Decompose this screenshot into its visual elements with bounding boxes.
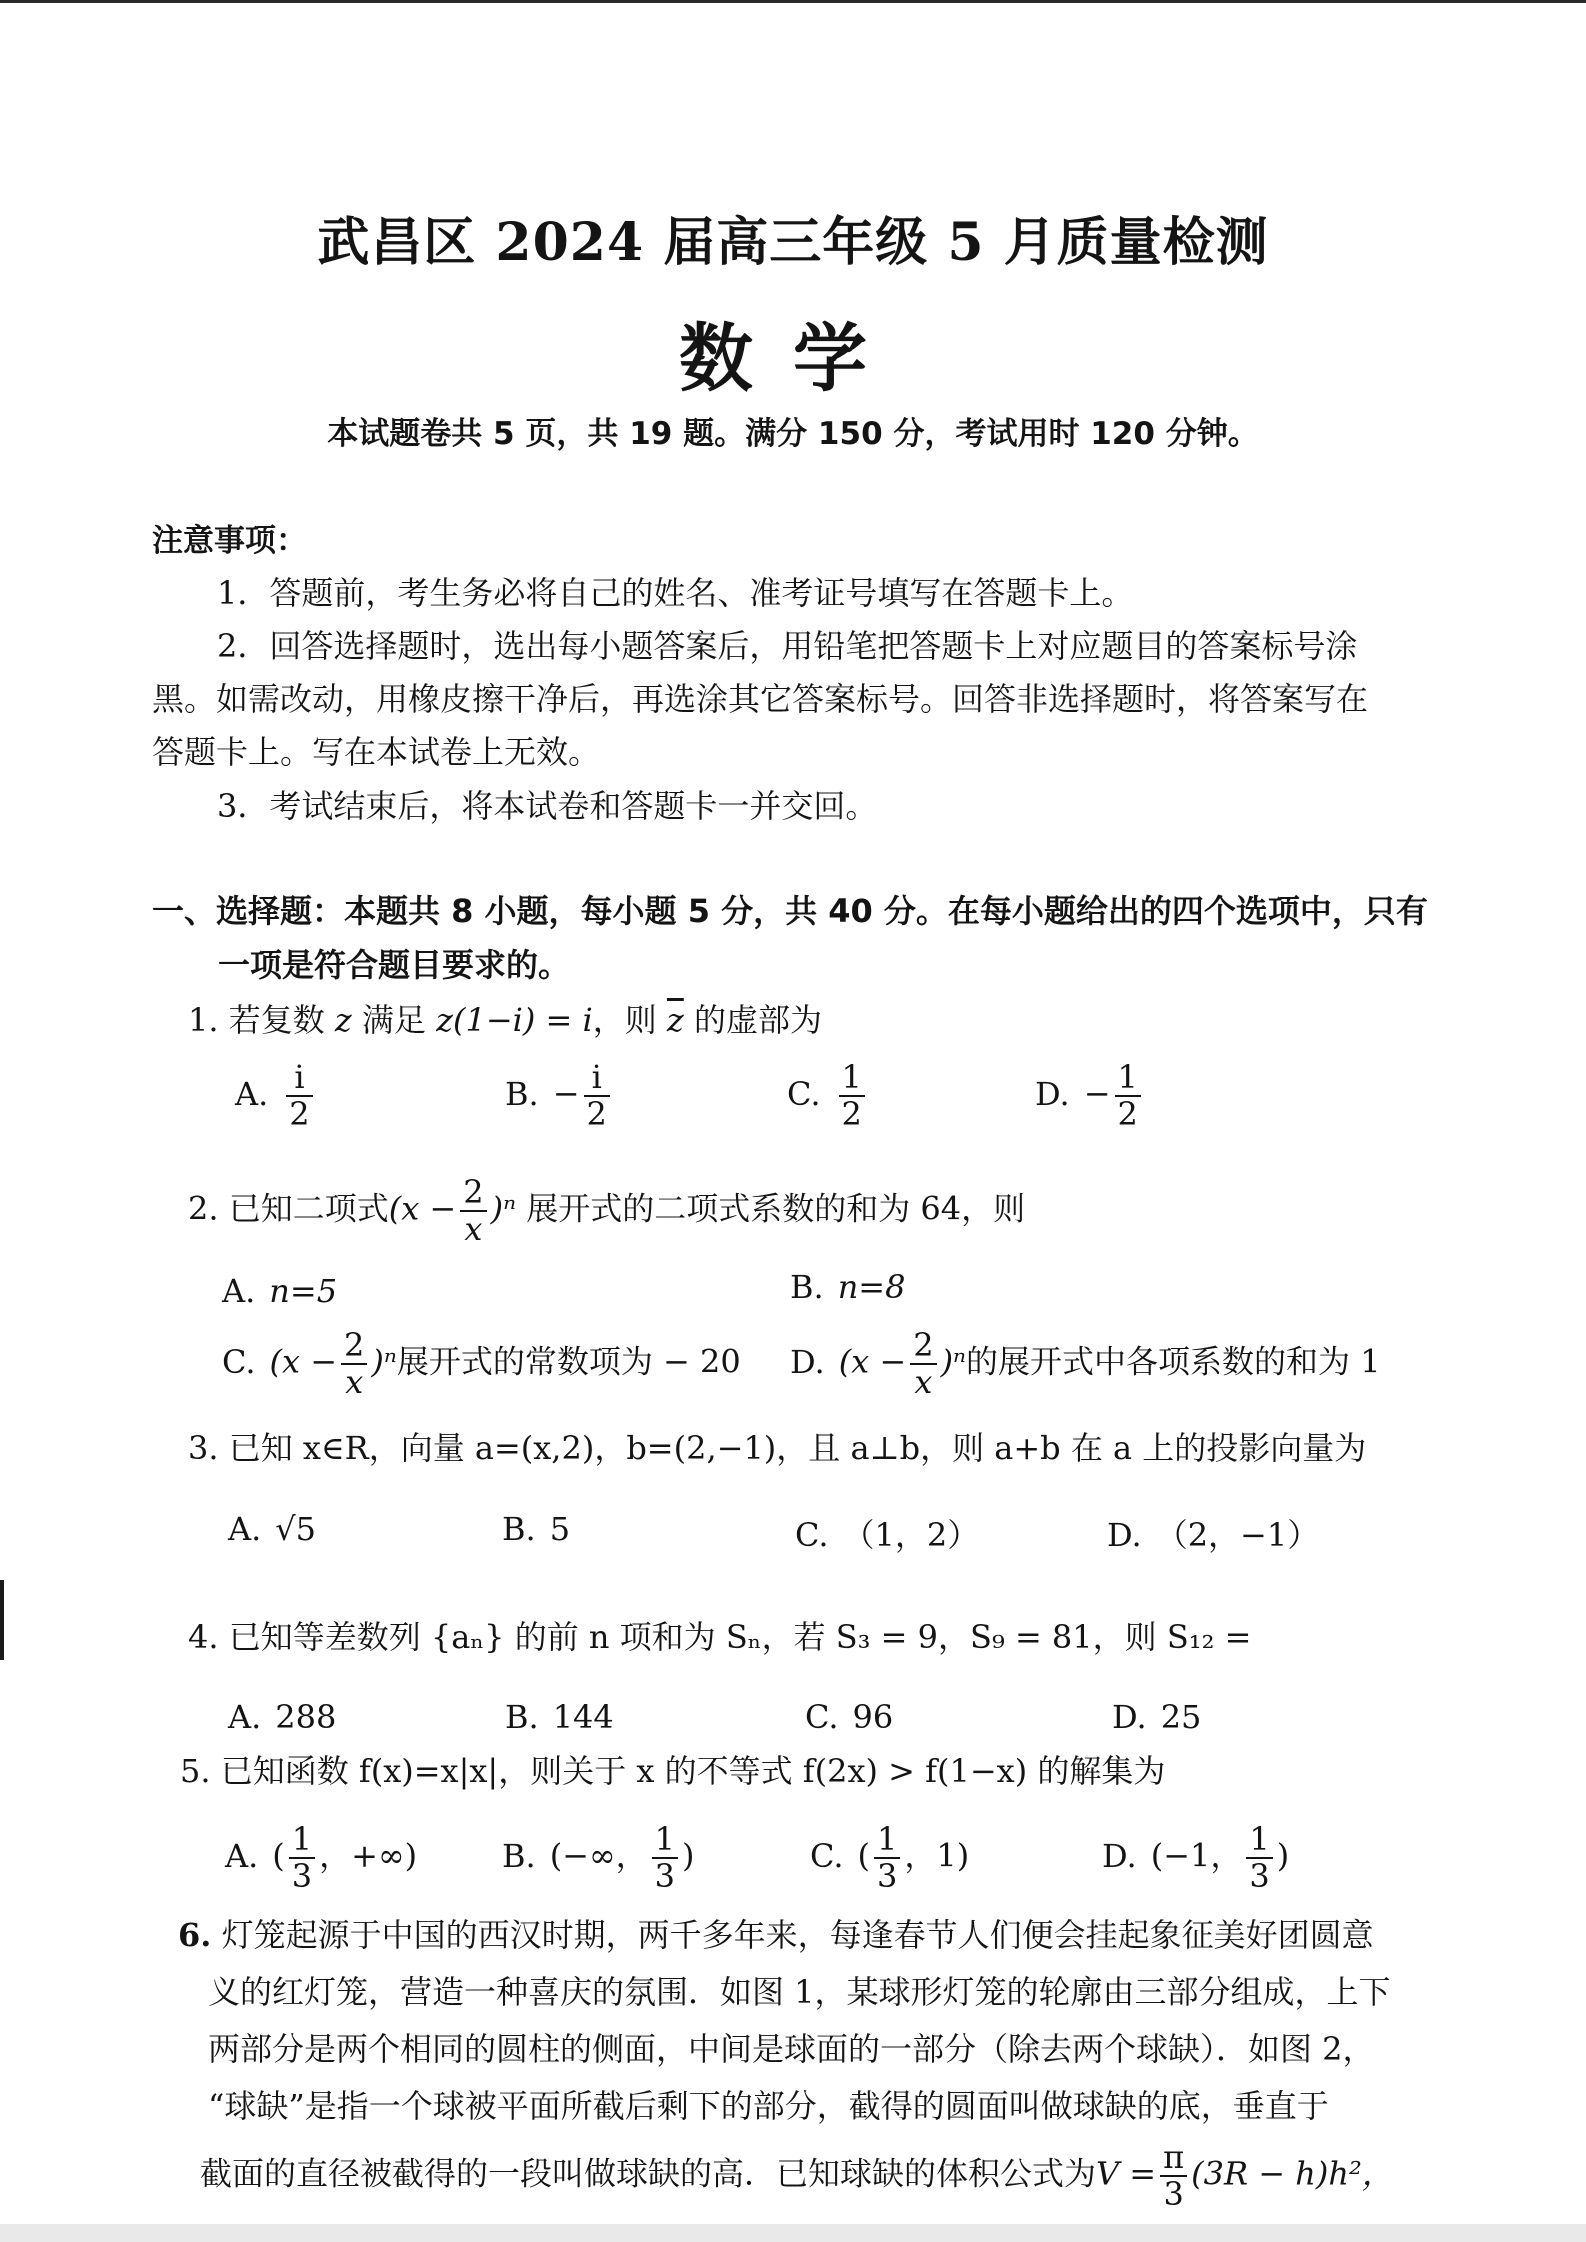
exam-title: 武昌区 2024 届高三年级 5 月质量检测 [317,212,1269,273]
interval-close: ) [682,1836,695,1875]
notice-line: 黑。如需改动，用橡皮擦干净后，再选涂其它答案标号。回答非选择题时，将答案写在 [152,680,1369,718]
q4-option-c [805,1698,893,1736]
question-text: 灯笼起源于中国的西汉时期，两千多年来，每逢春节人们便会挂起象征美好团圆意 [221,1916,1374,1954]
fraction [289,1822,315,1894]
fraction [652,1822,678,1894]
numerator: 1 [652,1822,678,1859]
notice-line: 2．回答选择题时，选出每小题答案后，用铅笔把答题卡上对应题目的答案标号涂 [217,627,1358,665]
fraction [910,1328,936,1400]
interval-close: ) [1276,1836,1290,1875]
option-label: D. [1035,1074,1070,1113]
fraction [1246,1822,1272,1894]
q4-option-a [228,1698,336,1736]
numerator: 1 [1246,1822,1272,1859]
question-number: 2. [188,1189,219,1228]
option-sign: − [1083,1074,1111,1113]
q3-option-b [502,1510,570,1548]
numerator: 2 [341,1328,367,1365]
numerator: 1 [1115,1060,1141,1097]
notice-heading: 注意事项： [152,523,307,559]
question-2 [188,1175,1025,1247]
numerator: i [286,1060,312,1097]
question-text: 已知等差数列 {aₙ} 的前 n 项和为 Sₙ，若 S₃ = 9，S₉ = 81，则 S₁₂ = [228,1618,1252,1656]
interval-open: ( [857,1836,870,1875]
question-number: 4. [188,1618,219,1656]
denominator: 3 [291,1857,313,1896]
option-label: D. [1112,1698,1147,1736]
math-expression: z(1−i) = i [436,1001,593,1039]
q4-option-d [1112,1698,1201,1736]
option-label: C. [222,1342,256,1381]
question-3 [188,1423,1366,1469]
denominator: 2 [289,1095,310,1134]
option-text: 展开式的常数项为 − 20 [396,1342,741,1381]
q5-option-b [502,1822,695,1894]
option-value: （2，−1） [1155,1516,1320,1554]
option-label: A. [222,1272,256,1310]
q5-option-a [225,1822,417,1894]
denominator: 3 [654,1857,676,1896]
interval-open: ( [272,1836,285,1875]
denominator: 3 [1249,1857,1270,1896]
fraction [874,1822,900,1894]
q4-option-b [505,1698,614,1736]
numerator: 2 [460,1175,486,1212]
denominator: 2 [841,1095,862,1134]
q3-option-d [1107,1510,1319,1556]
q5-option-c [810,1822,969,1894]
interval-open: (−1， [1150,1836,1243,1875]
numerator: i [584,1060,610,1097]
question-text: 满足 [361,1001,426,1039]
math-expression: )ⁿ [371,1342,397,1381]
q1-option-b [505,1060,614,1132]
option-label: B. [502,1510,536,1548]
denominator: x [464,1210,483,1249]
top-edge-rule [0,0,1586,3]
fraction [286,1060,312,1132]
option-label: C. [810,1836,844,1875]
option-label: B. [790,1268,824,1306]
question-number: 3. [188,1429,219,1467]
fraction [1115,1060,1141,1132]
option-value: 5 [549,1510,571,1548]
conjugate-z: $\overline{z}$ [666,1001,684,1039]
denominator: x [914,1363,933,1402]
volume-formula: (3R − h)h²， [1191,2154,1394,2193]
notice-line: 答题卡上。写在本试卷上无效。 [152,733,601,771]
notice-line: 3．考试结束后，将本试卷和答题卡一并交回。 [217,787,878,825]
subject-title: 数学 [679,316,907,402]
numerator: 1 [874,1822,900,1859]
question-text: 的虚部为 [693,1001,822,1039]
fraction [839,1060,865,1132]
question-6-line: 两部分是两个相同的圆柱的侧面，中间是球面的一部分（除去两个球缺）．如图 2， [208,2030,1375,2068]
math-expression: (x − [269,1342,338,1381]
option-sign: − [552,1074,580,1113]
question-text: 若复数 [228,1001,325,1039]
option-value: 25 [1160,1698,1202,1736]
option-text: n=5 [269,1272,338,1310]
question-6-line: “球缺”是指一个球被平面所截后剩下的部分，截得的圆面叫做球缺的底，垂直于 [208,2087,1329,2125]
denominator: 3 [1163,2175,1184,2214]
fraction [460,1175,486,1247]
option-text: n=8 [837,1268,906,1306]
question-text: 截面的直径被截得的一段叫做球缺的高．已知球缺的体积公式为 [200,2154,1097,2193]
exam-info: 本试题卷共 5 页，共 19 题。满分 150 分，考试用时 120 分钟。 [327,416,1259,452]
question-1 [188,995,822,1041]
option-value: （1，2） [842,1516,980,1554]
question-4 [188,1612,1251,1658]
denominator: 3 [877,1857,898,1896]
option-label: C. [787,1074,821,1113]
q3-option-c [795,1510,979,1556]
fraction [341,1328,367,1400]
q5-option-d [1102,1822,1289,1894]
question-6-formula-line [200,2140,1394,2212]
numerator: 1 [289,1822,315,1859]
question-6-line: 义的红灯笼，营造一种喜庆的氛围．如图 1，某球形灯笼的轮廓由三部分组成，上下 [208,1973,1391,2011]
math-expression: (x − [838,1342,907,1381]
option-label: C. [805,1698,839,1736]
option-label: D. [1107,1516,1142,1554]
fraction [584,1060,610,1132]
q1-option-c [787,1060,869,1132]
option-label: D. [1102,1836,1137,1875]
interval-open: (−∞， [549,1836,648,1875]
question-number: 1. [188,1001,219,1039]
numerator: π [1160,2140,1187,2177]
question-number: 6. [178,1916,212,1954]
q1-option-d [1035,1060,1145,1132]
option-value: 288 [275,1698,337,1736]
option-label: A. [225,1836,259,1875]
option-label: B. [502,1836,536,1875]
option-label: C. [795,1516,829,1554]
denominator: 2 [586,1095,607,1134]
question-text: 已知 x∈R，向量 a=(x,2)，b=(2,−1)，且 a⊥b，则 a+b 在 a 上的投影向量为 [228,1429,1367,1467]
question-text: ，则 [592,1001,657,1039]
q2-option-b [790,1268,905,1306]
option-label: A. [228,1510,262,1548]
option-value: 96 [852,1698,894,1736]
math-expression: )ⁿ [490,1189,517,1228]
math-expression: (x − [388,1189,457,1228]
denominator: 2 [1117,1095,1138,1134]
option-value: √5 [275,1510,317,1548]
q2-option-c [222,1328,741,1400]
notice-line: 1．答题前，考生务必将自己的姓名、准考证号填写在答题卡上。 [217,574,1134,612]
question-number: 5. [180,1752,211,1790]
question-5 [180,1746,1165,1792]
q1-option-a [235,1060,317,1132]
interval-close: ，1) [904,1836,970,1875]
volume-formula: V = [1096,2154,1157,2193]
numerator: 1 [839,1060,865,1097]
section-heading-cont: 一项是符合题目要求的。 [218,946,571,984]
option-label: A. [235,1074,269,1113]
q3-option-a [228,1510,316,1548]
bottom-edge-shadow [0,2224,1586,2242]
question-text: 展开式的二项式系数的和为 64，则 [526,1189,1026,1228]
option-label: D. [790,1342,825,1381]
option-label: B. [505,1698,539,1736]
denominator: x [345,1363,364,1402]
binding-mark [0,1580,4,1660]
option-value: 144 [552,1698,614,1736]
fraction [1160,2140,1187,2212]
q2-option-d [790,1328,1381,1400]
option-label: A. [228,1698,262,1736]
math-expression: )ⁿ [940,1342,967,1381]
q2-option-a [222,1272,337,1310]
numerator: 2 [910,1328,936,1365]
question-6 [178,1910,1374,1956]
section-heading: 一、选择题：本题共 8 小题，每小题 5 分，共 40 分。在每小题给出的四个选项中，只有 [152,892,1428,930]
question-text: 已知二项式 [228,1189,389,1228]
option-text: 的展开式中各项系数的和为 1 [966,1342,1381,1381]
interval-close: ，+∞) [319,1836,418,1875]
question-text: 已知函数 f(x)=x|x|，则关于 x 的不等式 f(2x) > f(1−x) 的解集为 [220,1752,1166,1790]
option-label: B. [505,1074,539,1113]
variable-z: z [334,1001,352,1039]
